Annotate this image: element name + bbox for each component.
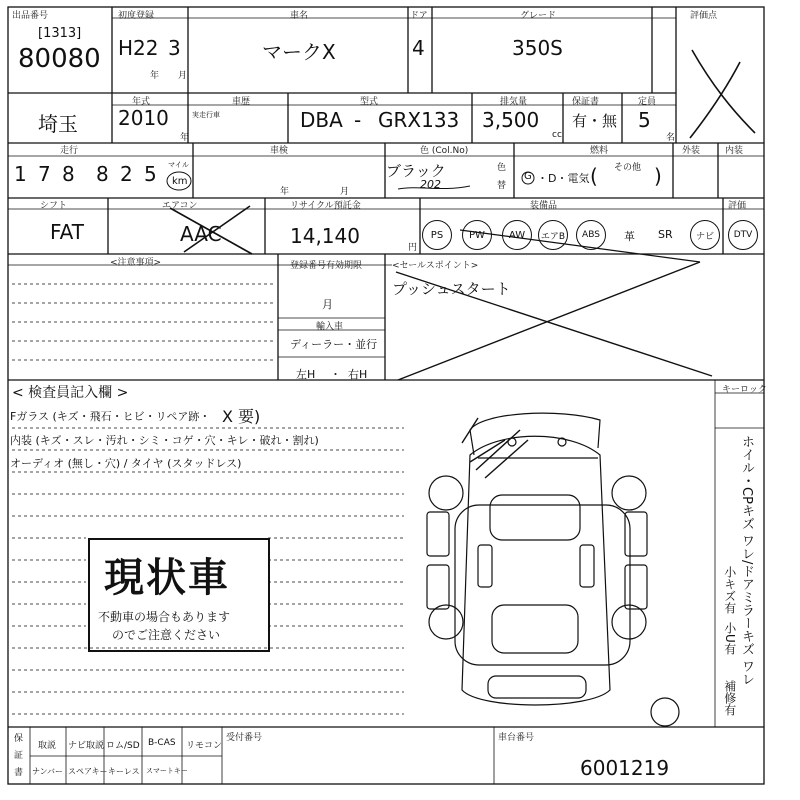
region-value: 埼玉: [38, 112, 78, 136]
inspection-month-unit: 月: [340, 187, 350, 197]
score-header: 評価点: [690, 11, 718, 21]
first-reg-header: 初度登録: [118, 11, 155, 21]
accessory-remote: リモコン: [186, 741, 223, 751]
accessory-plate: ナンバー: [32, 767, 64, 776]
recycle-header: リサイクル預託金: [290, 201, 361, 211]
lot-code: [1313]: [38, 26, 82, 41]
model-year-unit: 年: [180, 133, 190, 143]
fuel-header: 燃料: [590, 146, 609, 156]
inspector-header: < 検査員記入欄 >: [12, 385, 129, 401]
mileage-digit: 2: [120, 162, 133, 186]
doors-value: 4: [412, 36, 425, 60]
fuel-other-label: その他: [614, 163, 642, 173]
model-year-header: 年式: [132, 97, 151, 107]
displacement-value: 3,500: [482, 108, 540, 132]
vehicle-history-header: 車歴: [232, 97, 251, 107]
warranty-row-label: 保: [14, 734, 24, 744]
inspection-header: 車検: [270, 146, 289, 156]
displacement-header: 排気量: [500, 97, 528, 107]
lot-number: 80080: [18, 44, 101, 74]
left-hand-drive: 左H: [296, 368, 316, 381]
color-name: ブラック: [386, 162, 446, 180]
equipment-dtv: DTV: [728, 220, 758, 250]
note-windshield: Fガラス (キズ・飛石・ヒビ・リペア跡・: [10, 410, 211, 423]
capacity-value: 5: [638, 108, 651, 132]
exterior-header: 外装: [682, 146, 701, 156]
warranty-header: 保証書: [572, 97, 600, 107]
model-code: GRX133: [378, 108, 460, 132]
fuel-paren-close: ): [654, 164, 662, 188]
shift-value: FAT: [50, 220, 85, 244]
note-windshield-repair: X 要): [222, 407, 261, 426]
as-is-title: 現状車: [104, 555, 230, 601]
capacity-header: 定員: [638, 97, 657, 107]
as-is-line1: 不動車の場合もあります: [98, 610, 231, 624]
sales-point-text: プッシュスタート: [392, 280, 511, 298]
first-reg-month: 3: [168, 36, 181, 60]
model-header: 型式: [360, 97, 379, 107]
chassis-no-value: 6001219: [580, 756, 670, 780]
drive-dot: ・: [330, 368, 341, 381]
equipment-airbag: エアB: [538, 220, 568, 250]
evaluation-header: 評価: [728, 201, 747, 211]
doors-header: ドア: [410, 11, 428, 21]
grade-header: グレード: [520, 11, 557, 21]
mileage-digit: 7: [38, 162, 51, 186]
mileage-digit: 8: [62, 162, 75, 186]
warranty-row-label: 書: [14, 768, 24, 778]
fuel-options: ・D・電気: [537, 172, 590, 185]
equipment-abs: ABS: [576, 220, 606, 250]
grade-value: 350S: [512, 36, 563, 60]
warranty-value: 有・無: [572, 112, 618, 130]
accessory-smart-key: スマートキー: [146, 767, 188, 775]
sales-point-header: <セールスポイント>: [392, 261, 479, 271]
month-unit: 月: [178, 71, 188, 81]
car-name-header: 車名: [290, 11, 309, 21]
chassis-no-header: 車台番号: [498, 733, 535, 743]
recycle-unit: 円: [408, 243, 418, 253]
equipment-navi: ナビ: [690, 220, 720, 250]
equipment-sunroof: SR: [658, 228, 673, 241]
accessory-spare-key: スペアキー: [68, 767, 108, 776]
accessory-keyless: キーレス: [108, 767, 140, 776]
recycle-value: 14,140: [290, 224, 360, 248]
lot-header: 出品番号: [12, 11, 49, 21]
mileage-digit: 1: [14, 162, 27, 186]
equipment-aw: AW: [502, 220, 532, 250]
car-diagram: [427, 413, 679, 726]
color-swap-2: 替: [497, 181, 507, 191]
fuel-gas: G: [524, 171, 532, 182]
receipt-no-header: 受付番号: [226, 733, 263, 743]
mileage-header: 走行: [60, 146, 79, 156]
right-hand-drive: 右H: [348, 368, 368, 381]
key-lock-header: キーロック: [722, 385, 767, 395]
year-unit: 年: [150, 71, 160, 81]
equipment-leather: 革: [624, 230, 635, 243]
reg-expiry-header: 登録番号有効期限: [290, 261, 363, 271]
color-header: 色 (Col.No): [420, 146, 469, 156]
color-code: 202: [420, 178, 441, 191]
mileage-digit: 8: [96, 162, 109, 186]
inspection-year-unit: 年: [280, 187, 290, 197]
accessory-manual: 取説: [38, 741, 57, 751]
as-is-stamp: [88, 538, 270, 652]
model-year-value: 2010: [118, 106, 169, 130]
car-name-value: マークX: [262, 40, 336, 64]
shift-header: シフト: [40, 201, 68, 211]
model-dash: -: [354, 108, 362, 132]
equipment-ps: PS: [422, 220, 452, 250]
displacement-unit: cc: [552, 130, 562, 140]
interior-header: 内装: [725, 146, 744, 156]
warranty-row-label: 証: [14, 751, 24, 761]
side-note-main: ホイル・CPキズ ワレ/ドアミラーキズ ワレ: [738, 435, 754, 686]
color-swap-1: 色: [497, 163, 507, 173]
reg-expiry-month: 月: [322, 298, 333, 311]
mileage-unit-km: km: [172, 176, 188, 187]
equipment-pw: PW: [462, 220, 492, 250]
accessory-bcas: B-CAS: [148, 738, 176, 748]
aircon-value: AAC: [180, 222, 222, 246]
import-dealer: ディーラー・並行: [290, 338, 378, 351]
mileage-unit-miles: マイル: [168, 161, 189, 169]
side-note-small-scratch: 小キズ有: [722, 566, 737, 614]
fuel-paren-open: (: [590, 164, 598, 188]
import-header: 輸入車: [316, 322, 344, 332]
equipment-header: 装備品: [530, 201, 558, 211]
note-audio-tire: オーディオ (無し・穴) / タイヤ (スタッドレス): [10, 457, 242, 470]
accessory-navi-manual: ナビ取説: [68, 741, 105, 751]
model-prefix: DBA: [300, 108, 343, 132]
accessory-rom-sd: ロム/SD: [106, 741, 140, 751]
notes-header: <注意事項>: [110, 258, 162, 268]
side-note-repaired: 補修有: [722, 680, 737, 716]
aircon-header: エアコン: [162, 201, 198, 211]
capacity-unit: 名: [666, 133, 676, 143]
as-is-line2: のでご注意ください: [112, 628, 221, 642]
history-note: 実走行車: [192, 111, 220, 119]
note-interior: 内装 (キズ・スレ・汚れ・シミ・コゲ・穴・キレ・破れ・割れ): [10, 434, 319, 447]
mileage-digit: 5: [144, 162, 157, 186]
side-note-small-u: 小U有: [722, 622, 737, 655]
first-reg-era-year: H22: [118, 36, 159, 60]
